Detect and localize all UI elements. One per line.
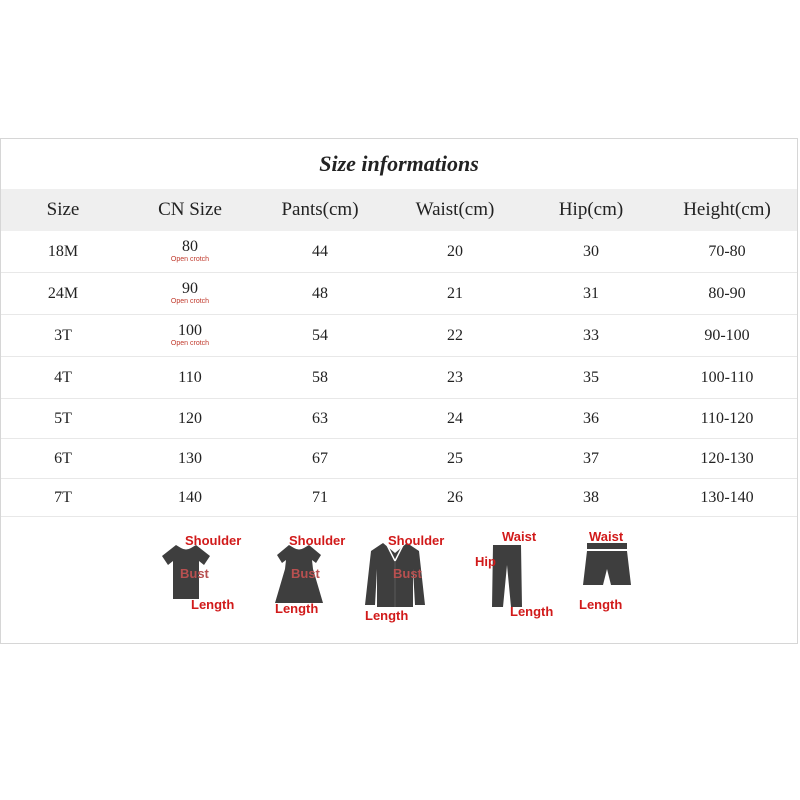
header-size: Size — [46, 199, 80, 220]
shorts-icon — [581, 543, 633, 587]
tshirt-shoulder-label: Shoulder — [185, 533, 242, 548]
cell-hip: 38 — [583, 489, 599, 506]
cn-value: 90 — [181, 280, 198, 297]
pants-hip-label: Hip — [475, 554, 496, 569]
cell-height: 120-130 — [700, 450, 754, 467]
table-row — [1, 399, 797, 439]
cell-waist: 21 — [447, 285, 463, 302]
cell-hip: 37 — [583, 450, 599, 467]
cell-cn-size: 130 — [178, 450, 202, 467]
table-row — [1, 479, 797, 517]
cell-pants: 63 — [312, 410, 328, 427]
cell-hip: 30 — [583, 243, 599, 260]
cell-height: 100-110 — [700, 369, 754, 386]
jacket-bust-label: Bust — [393, 566, 422, 581]
table-header — [1, 189, 797, 231]
cell-size: 7T — [54, 489, 72, 506]
pants-length-label: Length — [510, 604, 554, 619]
table-row — [1, 315, 797, 357]
cell-hip: 35 — [583, 369, 599, 386]
pants-icon — [491, 543, 523, 609]
cell-hip: 33 — [583, 327, 599, 344]
shorts-length-label: Length — [579, 597, 623, 612]
cell-height: 130-140 — [700, 489, 754, 506]
jacket-length-label: Length — [365, 608, 409, 623]
cell-waist: 25 — [447, 450, 463, 467]
cell-cn-size: 110 — [178, 369, 202, 386]
cn-note: Open crotch — [170, 256, 210, 263]
cn-value: 80 — [181, 238, 198, 255]
table-row — [1, 273, 797, 315]
cell-waist: 24 — [447, 410, 463, 427]
dress-bust-label: Bust — [291, 566, 320, 581]
cell-pants: 58 — [312, 369, 328, 386]
cell-waist: 23 — [447, 369, 463, 386]
dress-shoulder-label: Shoulder — [289, 533, 346, 548]
cn-note: Open crotch — [170, 340, 210, 347]
cell-cn-size — [171, 239, 209, 264]
cell-pants: 48 — [312, 285, 328, 302]
cell-pants: 71 — [312, 489, 328, 506]
cell-cn-size: 140 — [178, 489, 202, 506]
header-hip: Hip(cm) — [558, 199, 624, 220]
cell-waist: 22 — [447, 327, 463, 344]
cell-cn-size — [171, 323, 209, 348]
cn-value: 100 — [177, 322, 202, 339]
cell-pants: 54 — [312, 327, 328, 344]
measurement-diagrams — [1, 517, 797, 643]
cell-waist: 26 — [447, 489, 463, 506]
cell-size: 18M — [47, 243, 79, 260]
cell-pants: 44 — [312, 243, 328, 260]
cell-hip: 31 — [583, 285, 599, 302]
tshirt-bust-label: Bust — [180, 566, 209, 581]
cell-size: 24M — [47, 285, 79, 302]
cell-size: 6T — [54, 450, 72, 467]
jacket-shoulder-label: Shoulder — [388, 533, 445, 548]
table-row — [1, 231, 797, 273]
tshirt-length-label: Length — [191, 597, 235, 612]
size-chart — [0, 138, 798, 644]
cell-size: 3T — [54, 327, 72, 344]
cell-height: 110-120 — [700, 410, 754, 427]
cell-size: 5T — [54, 410, 72, 427]
table-row — [1, 357, 797, 399]
header-pants: Pants(cm) — [281, 199, 359, 220]
cell-waist: 20 — [447, 243, 463, 260]
cell-pants: 67 — [312, 450, 328, 467]
shorts-waist-label: Waist — [589, 529, 624, 544]
cell-hip: 36 — [583, 410, 599, 427]
cell-height: 90-100 — [704, 327, 750, 344]
cell-cn-size: 120 — [178, 410, 202, 427]
chart-title: Size informations — [319, 151, 479, 176]
cn-note: Open crotch — [170, 298, 210, 305]
header-height: Height(cm) — [683, 199, 771, 220]
cell-height: 70-80 — [708, 243, 746, 260]
pants-waist-label: Waist — [502, 529, 537, 544]
table-row — [1, 439, 797, 479]
cell-height: 80-90 — [708, 285, 746, 302]
dress-length-label: Length — [275, 601, 319, 616]
header-cn-size: CN Size — [158, 199, 222, 220]
header-waist: Waist(cm) — [415, 199, 495, 220]
cell-size: 4T — [54, 369, 72, 386]
cell-cn-size — [171, 281, 209, 306]
